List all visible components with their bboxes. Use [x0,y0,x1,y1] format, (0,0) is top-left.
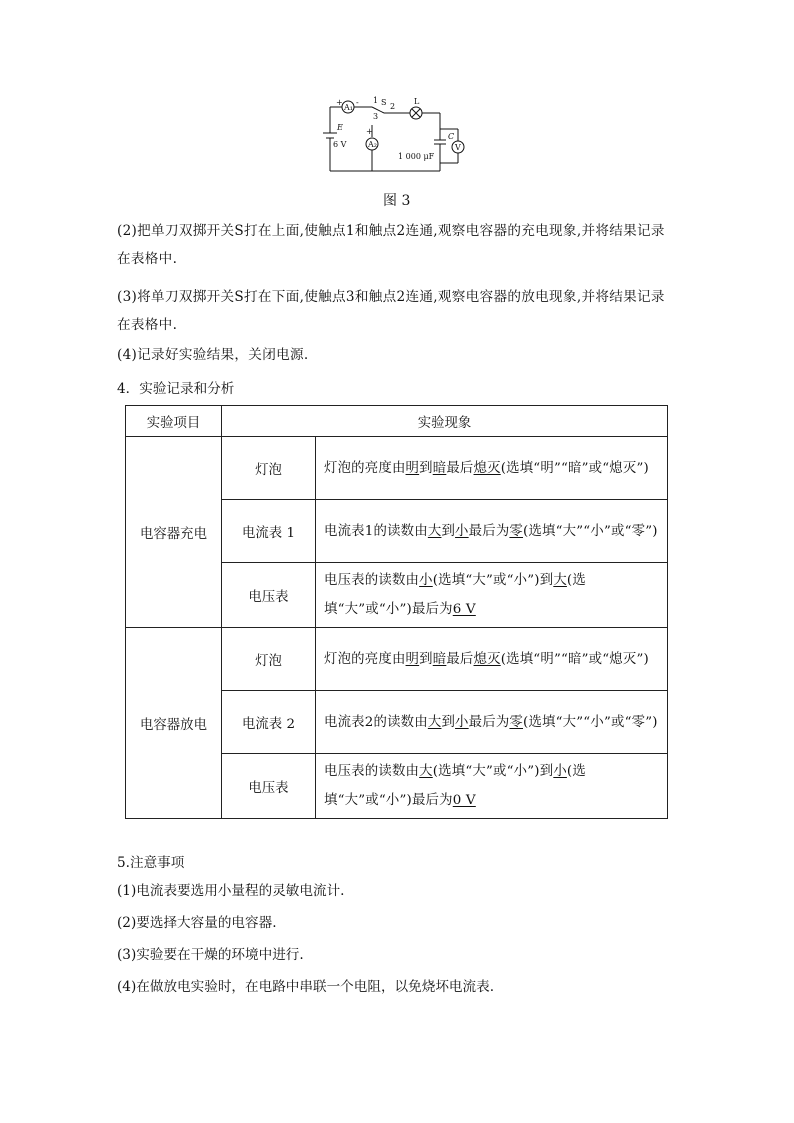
note-4: (4)在做放电实验时，在电路中串联一个电阻，以免烧坏电流表. [117,979,495,995]
step-4: (4)记录好实验结果，关闭电源. [117,347,309,363]
item-voltmeter: 电压表 [222,754,316,819]
bulb-label: L [414,97,420,106]
voltmeter-label: V [455,143,461,152]
item-bulb: 灯泡 [222,628,316,691]
row-group-charge: 电容器充电 [126,437,222,628]
phenomenon-cell: 灯泡的亮度由明到暗最后熄灭(选填“明”“暗”或“熄灭”) [316,628,668,691]
contact2-label: 2 [390,102,396,111]
header-phenomenon: 实验现象 [222,406,668,437]
contact3-label: 3 [373,112,379,121]
header-project: 实验项目 [126,406,222,437]
ammeter1-plus: + [336,98,343,107]
battery-value: 6 V [333,140,347,149]
item-voltmeter: 电压表 [222,563,316,628]
capacitor-value: 1 000 μF [398,152,435,161]
section-4-title: 4．实验记录和分析 [117,381,235,397]
contact1-label: 1 [373,96,379,105]
table-row [126,628,668,691]
phenomenon-cell: 灯泡的亮度由明到暗最后熄灭(选填“明”“暗”或“熄灭”) [316,437,668,500]
circuit-diagram [318,95,478,177]
figure-caption: 图 3 [383,193,411,209]
section-5-title: 5.注意事项 [117,855,185,871]
switch-label: S [381,98,387,107]
battery-label: E [337,123,343,132]
row-group-discharge: 电容器放电 [126,628,222,819]
step-2: (2)把单刀双掷开关S打在上面,使触点1和触点2连通,观察电容器的充电现象,并将结果记录在表格中. [117,223,665,267]
note-1: (1)电流表要选用小量程的灵敏电流计. [117,883,345,899]
step-3: (3)将单刀双掷开关S打在下面,使触点3和触点2连通,观察电容器的放电现象,并将结果记录在表格中. [117,289,665,333]
ammeter1-label: A₁ [344,103,353,112]
note-3: (3)实验要在干燥的环境中进行. [117,947,304,963]
phenomenon-cell: 电压表的读数由大(选填“大”或“小”)到小(选填“大”或“小”)最后为0 V [316,754,668,819]
ammeter2-plus: + [366,127,373,136]
item-bulb: 灯泡 [222,437,316,500]
phenomenon-cell: 电压表的读数由小(选填“大”或“小”)到大(选填“大”或“小”)最后为6 V [316,563,668,628]
item-ammeter2: 电流表 2 [222,691,316,754]
table-row [126,437,668,500]
table-header-row [126,406,668,437]
ammeter2-label: A₂ [368,140,377,149]
phenomenon-cell: 电流表1的读数由大到小最后为零(选填“大”“小”或“零”) [316,500,668,563]
phenomenon-cell: 电流表2的读数由大到小最后为零(选填“大”“小”或“零”) [316,691,668,754]
note-2: (2)要选择大容量的电容器. [117,915,277,931]
ammeter1-minus: - [356,98,359,107]
experiment-table [125,405,668,819]
item-ammeter1: 电流表 1 [222,500,316,563]
capacitor-label: C [448,132,455,141]
